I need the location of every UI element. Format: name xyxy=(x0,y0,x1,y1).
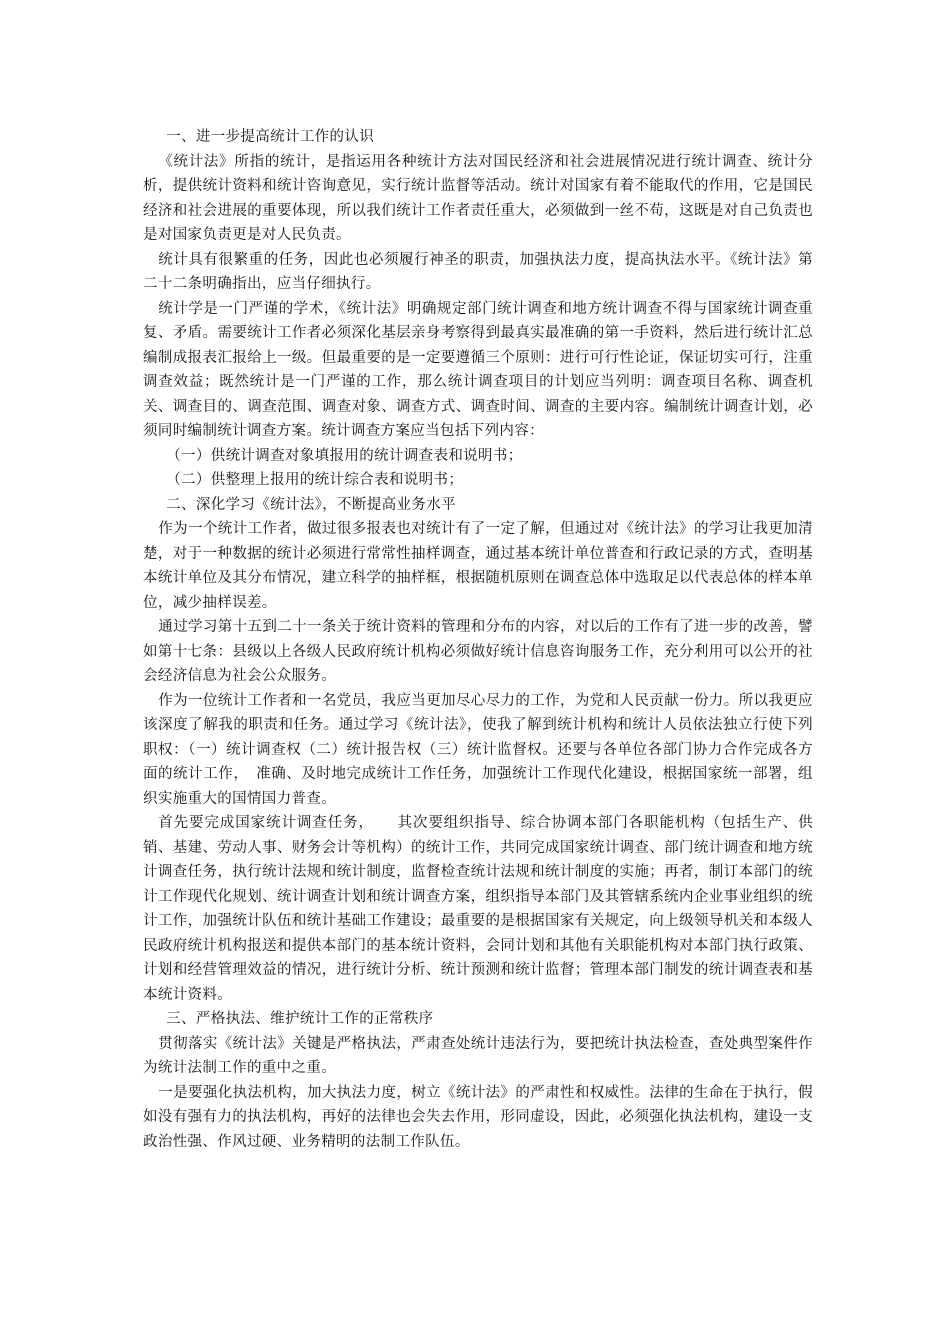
paragraph: 首先要完成国家统计调查任务， 其次要组织指导、综合协调本部门各职能机构（包括生产、供销、基建、劳动人事、财务会计等机构）的统计工作，共同完成国家统计调查、部门统计调查和地方统计调查任务，执行统计法规和统计制度，监督检查统计法规和统计制度的实施；再者，制订本部门的统计工作现代化规划、统计调查计划和统计调查方案，组织指导本部门及其管辖系统内企业事业组织的统计工作，加强统计队伍和统计基础工作建设；最重要的是根据国家有关规定，向上级领导机关和本级人民政府统计机构报送和提供本部门的基本统计资料，会同计划和其他有关职能机构对本部门执行政策、计划和经营管理效益的情况，进行统计分析、统计预测和统计监督；管理本部门制发的统计调查表和基本统计资料。 xyxy=(143,815,813,1003)
list-item: （二）供整理上报用的统计综合表和说明书； xyxy=(166,472,464,488)
section-heading-1: 一、进一步提高统计工作的认识 xyxy=(166,129,375,145)
paragraph: 作为一个统计工作者，做过很多报表也对统计有了一定了解，但通过对《统计法》的学习让我更加清楚，对于一种数据的统计必须进行常常性抽样调查，通过基本统计单位普查和行政记录的方式，查明基本统计单位及其分布情况，建立科学的抽样框，根据随机原则在调查总体中选取足以代表总体的样本单位，减少抽样误差。 xyxy=(143,521,813,611)
section-heading-2: 二、深化学习《统计法》，不断提高业务水平 xyxy=(166,496,456,513)
paragraph: 通过学习第十五到二十一条关于统计资料的管理和分布的内容，对以后的工作有了进一步的改善，譬如第十七条：县级以上各级人民政府统计机构必须做好统计信息咨询服务工作，充分利用可以公开的社会经济信息为社会公众服务。 xyxy=(143,619,813,684)
paragraph: 统计具有很繁重的任务，因此也必须履行神圣的职责，加强执法力度，提高执法水平。《统计法》第二十二条明确指出，应当仔细执行。 xyxy=(143,251,813,292)
paragraph: 作为一位统计工作者和一名党员，我应当更加尽心尽力的工作，为党和人民贡献一份力。所以我更应该深度了解我的职责和任务。通过学习《统计法》，使我了解到统计机构和统计人员依法独立行使下列职权：（一）统计调查权（二）统计报告权（三）统计监督权。还要与各单位各部门协力合作完成各方面的统计工作， 准确、及时地完成统计工作任务，加强统计工作现代化建设，根据国家统一部署，组织实施重大的国情国力普查。 xyxy=(143,692,813,807)
paragraph: 统计学是一门严谨的学术，《统计法》明确规定部门统计调查和地方统计调查不得与国家统计调查重复、矛盾。需要统计工作者必须深化基层亲身考察得到最真实最准确的第一手资料，然后进行统计汇总编制成报表汇报给上一级。但最重要的是一定要遵循三个原则：进行可行性论证，保证切实可行，注重调查效益；既然统计是一门严谨的工作，那么统计调查项目的计划应当列明：调查项目名称、调查机关、调查目的、调查范围、调查对象、调查方式、调查时间、调查的主要内容。编制统计调查计划，必须同时编制统计调查方案。统计调查方案应当包括下列内容： xyxy=(143,300,813,439)
document-body xyxy=(143,125,813,1154)
section-heading-3: 三、严格执法、维护统计工作的正常秩序 xyxy=(166,1011,434,1027)
paragraph: 贯彻落实《统计法》关键是严格执法，严肃查处统计违法行为，要把统计执法检查，查处典型案件作为统计法制工作的重中之重。 xyxy=(143,1035,813,1076)
list-item: （一）供统计调查对象填报用的统计调查表和说明书； xyxy=(166,447,523,464)
paragraph: 《统计法》所指的统计，是指运用各种统计方法对国民经济和社会进展情况进行统计调查、统计分析，提供统计资料和统计咨询意见，实行统计监督等活动。统计对国家有着不能取代的作用，它是国民经济和社会进展的重要体现，所以我们统计工作者责任重大，必须做到一丝不苟，这既是对自己负责也是对国家负责更是对人民负责。 xyxy=(143,153,813,243)
paragraph: 一是要强化执法机构，加大执法力度，树立《统计法》的严肃性和权威性。法律的生命在于执行，假如没有强有力的执法机构，再好的法律也会失去作用，形同虚设，因此，必须强化执法机构，建设一支政治性强、作风过硬、业务精明的法制工作队伍。 xyxy=(143,1084,813,1150)
